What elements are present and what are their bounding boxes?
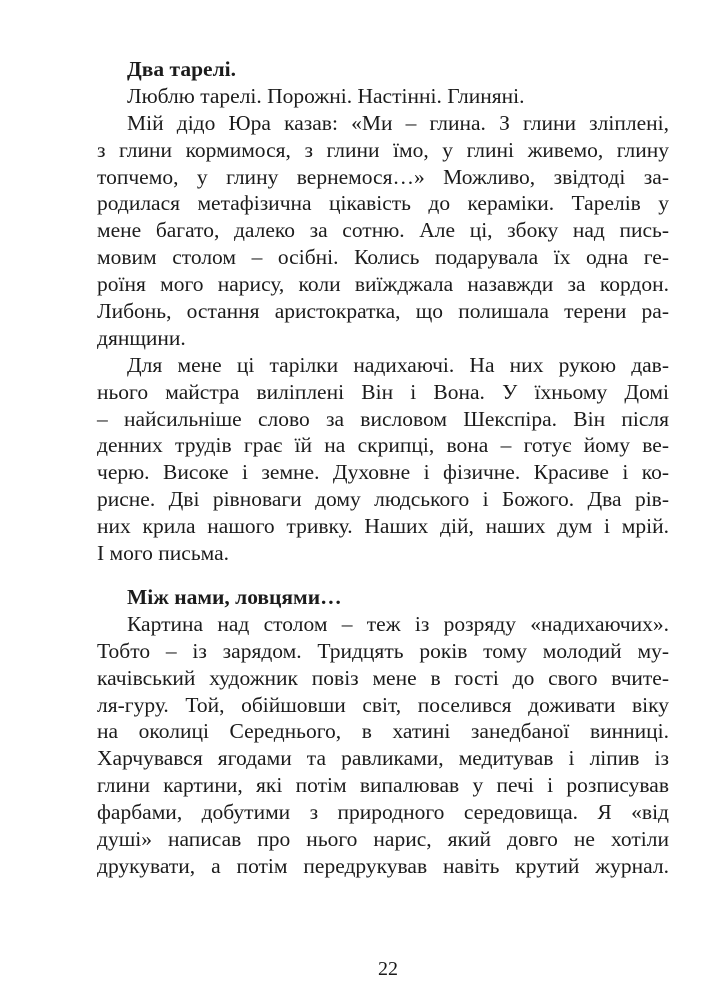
text-line: дянщини. [97,325,186,350]
section-two-plates [97,56,669,567]
text-line: родилася метафізична цікавість до кераміки. Тарелів у [97,191,669,216]
text-line: з глини кормимося, з глини їмо, у глині живемо, глину [97,137,669,162]
text-line: – найсильніше слово за висловом Шекспіра. Він після [97,406,669,431]
text-line: друкувати, а потім передрукував навіть крутий журнал. [97,853,669,878]
text-line: Мій дідо Юра казав: «Ми – глина. З глини зліплені, [127,110,669,135]
text-line: душі» написав про нього нарис, який довго не хотіли [97,827,669,852]
text-line: фарбами, добутими з природного середовища. Я «від [97,800,669,825]
text-line: рисне. Дві рівноваги дому людського і Божого. Два рів- [97,487,669,512]
section-heading: Два тарелі. [127,57,237,81]
text-line: них крила нашого тривку. Наших дій, наших дум і мрій. [97,514,669,539]
text-line: мовим столом – осібні. Колись подарувала їх одна ге- [97,245,669,270]
text-line: топчемо, у глину вернемося…» Можливо, звідтоді за- [97,164,669,189]
section-heading: Між нами, ловцями… [127,585,342,609]
section-between-us-hunters [97,584,669,880]
text-line: ля-гуру. Той, обійшовши світ, поселився доживати віку [97,692,669,717]
text-line: денних трудів грає їй на скрипці, вона – готує йому ве- [97,433,669,458]
text-line: качівський художник повіз мене в гості до свого вчите- [97,665,669,690]
text-line: Харчувався ягодами та равликами, медитував і ліпив із [97,746,669,771]
text-line: Люблю тарелі. Порожні. Настінні. Глиняні. [127,83,525,108]
text-line: І мого письма. [97,541,230,566]
text-line: Тобто – із зарядом. Тридцять років тому молодий му- [97,638,669,663]
page-number: 22 [378,958,398,980]
text-line: глини картини, які потім випалював у печі і розписував [97,773,669,798]
text-line: роїня мого нарису, коли виїжджала назавжди за кордон. [97,272,669,297]
text-line: на околиці Середнього, в хатині занедбаної винниці. [97,719,669,744]
text-line: нього майстра виліплені Він і Вона. У їхньому Домі [97,379,669,404]
text-line: Картина над столом – теж із розряду «надихаючих». [127,611,669,636]
text-line: Либонь, остання аристократка, що полишала терени ра- [97,299,669,324]
text-line: Для мене ці тарілки надихаючі. На них рукою дав- [127,352,669,377]
text-line: мене багато, далеко за сотню. Але ці, збоку над пись- [97,218,669,243]
text-line: черю. Високе і земне. Духовне і фізичне. Красиве і ко- [97,460,669,485]
